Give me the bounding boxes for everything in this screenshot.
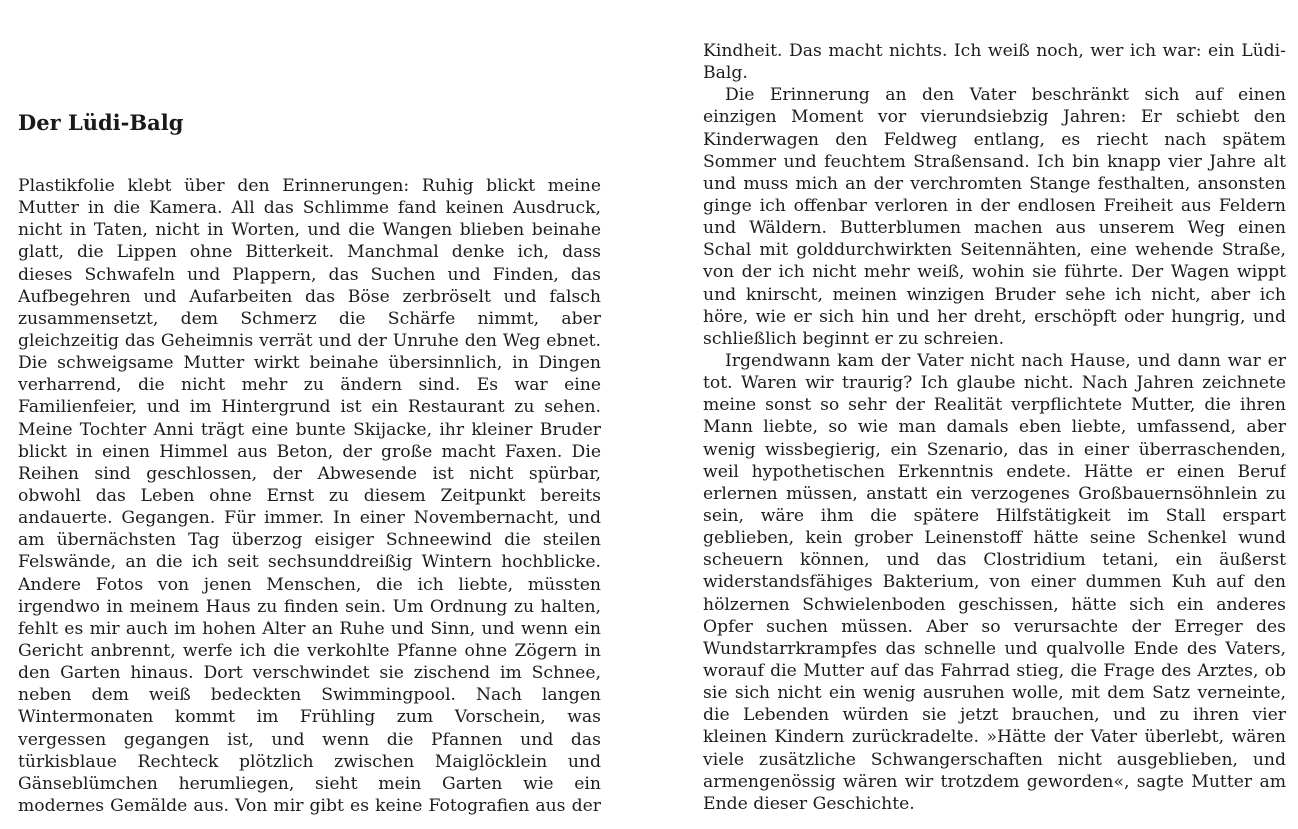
text-line: und Wäldern. Butterblumen machen aus unserem Weg einen (703, 218, 1286, 239)
text-line: Familienfeier, und im Hintergrund ist ein Restaurant zu sehen. (18, 397, 601, 418)
text-line: Schal mit golddurchwirkten Seitennähten, eine wehende Straße, (703, 240, 1286, 261)
text-line: verharrend, die nicht mehr zu ändern sind. Es war eine (18, 375, 601, 396)
text-line: fehlt es mir auch im hohen Alter an Ruhe und Sinn, und wenn ein (18, 618, 601, 639)
text-line: viele zusätzliche Schwangerschaften nicht ausgeblieben, und (703, 749, 1286, 770)
text-line: Andere Fotos von jenen Menschen, die ich liebte, müssten (18, 574, 601, 595)
text-line: gleichzeitig das Geheimnis verrät und der Unruhe den Weg ebnet. (18, 330, 601, 351)
text-line: Plastikfolie klebt über den Erinnerungen: Ruhig blickt meine (18, 176, 601, 196)
text-line: Sommer und feuchtem Straßensand. Ich bin knapp vier Jahre alt (703, 151, 1286, 172)
text-line: Die schweigsame Mutter wirkt beinahe übersinnlich, in Dingen (18, 353, 601, 374)
text-line: wenig wissbegierig, ein Szenario, das in einer überraschenden, (703, 439, 1286, 460)
text-line: Gänseblümchen herumliegen, sieht mein Garten wie ein (18, 773, 601, 794)
text-line: den Garten hinaus. Dort verschwindet sie zischend im Schnee, (18, 663, 601, 684)
text-line: modernes Gemälde aus. Von mir gibt es keine Fotografien aus der (18, 795, 601, 816)
paragraph-start-line: Die Erinnerung an den Vater beschränkt sich auf einen (725, 85, 1286, 106)
text-line: Wundstarrkrampfes das schnelle und qualvolle Ende des Vaters, (703, 638, 1286, 659)
text-line: sie sich nicht ein wenig ausruhen wolle, mit dem Satz verneinte, (703, 683, 1286, 704)
text-line: schließlich beginnt er zu schreien. (703, 328, 1005, 349)
text-line: irgendwo in meinem Haus zu finden sein. Um Ordnung zu halten, (18, 596, 601, 617)
text-line: von der ich nicht mehr weiß, wohin sie führte. Der Wagen wippt (703, 262, 1286, 283)
text-line: Meine Tochter Anni trägt eine bunte Skijacke, ihr kleiner Bruder (18, 419, 601, 440)
text-line: dieses Schwafeln und Plappern, das Suchen und Finden, das (18, 264, 601, 285)
text-line: kleinen Kindern zurückradelte. »Hätte der Vater überlebt, wären (703, 727, 1286, 748)
text-line: sein, wäre ihm die spätere Hilfstätigkeit im Stall erspart (703, 505, 1286, 526)
text-line: widerstandsfähiges Bakterium, von einer dummen Kuh auf den (703, 572, 1286, 593)
text-line: neben dem weiß bedeckten Swimmingpool. Nach langen (18, 685, 601, 706)
text-line: worauf die Mutter auf das Fahrrad stieg, die Frage des Arztes, ob (703, 660, 1286, 681)
text-line: Reihen sind geschlossen, der Abwesende ist nicht spürbar, (18, 463, 601, 484)
left-body-text (18, 175, 601, 817)
text-line: Mutter in die Kamera. All das Schlimme fand keinen Ausdruck, (18, 198, 601, 219)
text-line: ginge ich offenbar verloren in der endlosen Freiheit aus Feldern (703, 195, 1286, 216)
right-body-text (703, 40, 1286, 815)
text-line: meine sonst so sehr der Realität verpflichtete Mutter, die ihren (703, 395, 1286, 416)
text-line: Kinderwagen den Feldweg entlang, es riecht nach spätem (703, 129, 1286, 150)
chapter-title: Der Lüdi-Balg (18, 110, 184, 135)
text-line: einzigen Moment vor vierundsiebzig Jahren: Er schiebt den (703, 107, 1286, 128)
text-line: türkisblaue Rechteck plötzlich zwischen Maiglöcklein und (18, 751, 601, 772)
text-line: hölzernen Schwielenboden geschissen, hätte sich ein anderes (703, 594, 1286, 615)
text-line: Felswände, an die ich seit sechsunddreißig Wintern hochblicke. (18, 552, 601, 573)
text-line: höre, wie er sich hin und her dreht, erschöpft oder hungrig, und (703, 306, 1286, 327)
text-line: blickt in einen Himmel aus Beton, der große macht Faxen. Die (18, 441, 601, 462)
text-line: Wintermonaten kommt im Frühling zum Vorschein, was (18, 707, 601, 728)
text-line: Ende dieser Geschichte. (703, 793, 915, 814)
text-line: armengenössig wären wir trotzdem geworden«, sagte Mutter am (703, 771, 1286, 792)
text-line: Gericht anbrennt, werfe ich die verkohlte Pfanne ohne Zögern in (18, 640, 601, 661)
text-line: am übernächsten Tag überzog eisiger Schneewind die steilen (18, 530, 601, 551)
text-line: Kindheit. Das macht nichts. Ich weiß noch, wer ich war: ein Lüdi- (703, 41, 1286, 61)
text-line: nicht in Taten, nicht in Worten, und die Wangen blieben beinahe (18, 220, 601, 241)
text-line: Opfer suchen müssen. Aber so verursachte der Erreger des (703, 616, 1286, 637)
text-line: tot. Waren wir traurig? Ich glaube nicht. Nach Jahren zeichnete (703, 373, 1286, 394)
text-line: geblieben, kein grober Leinenstoff hätte seine Schenkel wund (703, 528, 1286, 549)
text-line: glatt, die Lippen ohne Bitterkeit. Manchmal denke ich, dass (18, 242, 601, 263)
text-line: und muss mich an der verchromten Stange festhalten, ansonsten (703, 173, 1286, 194)
paragraph-start-line: Irgendwann kam der Vater nicht nach Hause, und dann war er (725, 350, 1286, 371)
text-line: andauerte. Gegangen. Für immer. In einer Novembernacht, und (18, 508, 601, 529)
text-line: weil hypothetischen Erkenntnis endete. Hätte er einen Beruf (703, 461, 1286, 482)
text-line: zusammensetzt, dem Schmerz die Schärfe nimmt, aber (18, 308, 601, 329)
text-line: Balg. (703, 63, 748, 84)
text-line: und knirscht, meinen winzigen Bruder sehe ich nicht, aber ich (703, 284, 1286, 305)
text-line: vergessen gegangen ist, und wenn die Pfannen und das (18, 729, 601, 750)
text-line: Aufbegehren und Aufarbeiten das Böse zerbröselt und falsch (18, 286, 601, 307)
text-line: obwohl das Leben ohne Ernst zu diesem Zeitpunkt bereits (18, 485, 601, 506)
text-line: scheuern können, und das Clostridium tetani, ein äußerst (703, 550, 1286, 571)
text-line: die Lebenden würden sie jetzt brauchen, und zu ihren vier (703, 705, 1286, 726)
text-line: Mann liebte, so wie man damals eben liebte, umfassend, aber (703, 417, 1286, 438)
text-line: erlernen müssen, anstatt ein verzogenes Großbauernsöhnlein zu (703, 483, 1286, 504)
